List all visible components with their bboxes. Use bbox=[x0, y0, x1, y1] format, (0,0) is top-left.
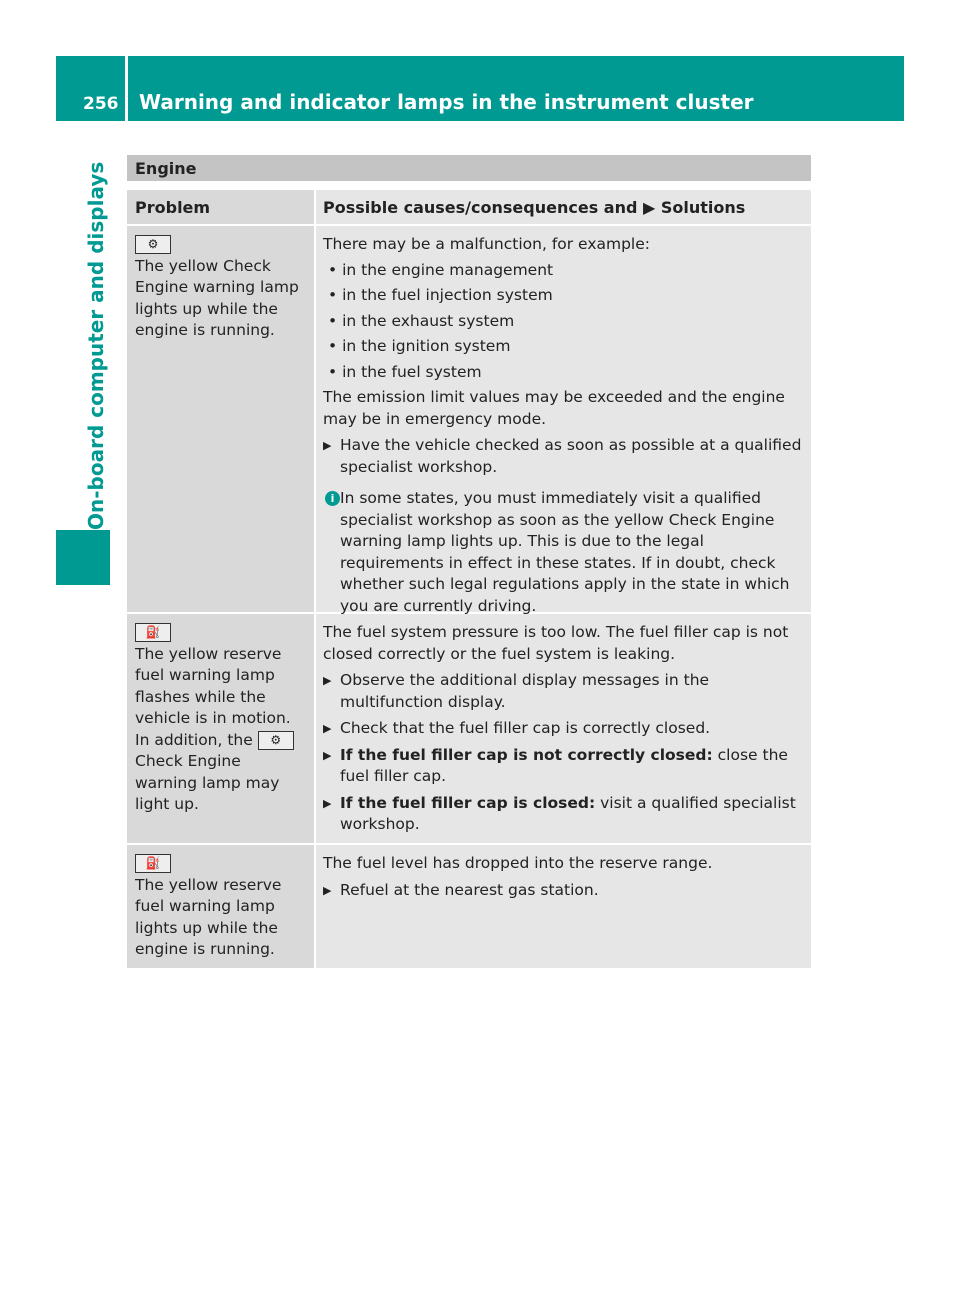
fuel-pump-icon: ⛽ bbox=[135, 854, 171, 873]
page-title: Warning and indicator lamps in the instrument cluster bbox=[128, 56, 904, 121]
side-tab-marker bbox=[56, 530, 110, 585]
cause-text: The fuel system pressure is too low. The fuel filler cap is not closed correctly or the fuel system is leaking. bbox=[323, 623, 789, 663]
table-header-row bbox=[127, 190, 811, 224]
problem-text: The yellow reserve fuel warning lamp lights up while the engine is running. bbox=[135, 875, 282, 958]
action-item: ▶ Have the vehicle checked as soon as possible at a qualified specialist workshop. bbox=[323, 435, 805, 478]
cause-text: The fuel level has dropped into the reserve range. bbox=[323, 854, 713, 872]
list-item: • in the fuel injection system bbox=[328, 286, 553, 304]
consequence-text: The emission limit values may be exceeded and the engine may be in emergency mode. bbox=[323, 388, 785, 428]
table-row bbox=[127, 614, 811, 843]
action-item: ▶ Refuel at the nearest gas station. bbox=[323, 880, 805, 902]
check-engine-icon: ⚙ bbox=[258, 731, 294, 750]
action-item: ▶ If the fuel filler cap is not correctly closed: close the fuel filler cap. bbox=[323, 745, 805, 788]
info-icon: i bbox=[325, 491, 340, 506]
page-number: 256 bbox=[56, 56, 125, 121]
side-tab-label: On-board computer and displays bbox=[84, 161, 108, 530]
table-row bbox=[127, 845, 811, 968]
check-engine-icon: ⚙ bbox=[135, 235, 171, 254]
list-item: • in the exhaust system bbox=[328, 311, 515, 330]
list-item: • in the ignition system bbox=[328, 337, 511, 355]
list-item: • in the engine management bbox=[328, 260, 554, 279]
fuel-pump-icon: ⛽ bbox=[135, 623, 171, 642]
action-item: ▶ Check that the fuel filler cap is correctly closed. bbox=[323, 718, 805, 740]
action-item: ▶ If the fuel filler cap is closed: visit a qualified specialist workshop. bbox=[323, 793, 805, 836]
list-item: • in the fuel system bbox=[328, 362, 482, 381]
col-header-text: Possible causes/consequences and bbox=[323, 198, 638, 217]
col-header-problem: Problem bbox=[127, 190, 314, 224]
section-heading: Engine bbox=[127, 155, 811, 181]
engine-table bbox=[127, 155, 811, 970]
info-note: i In some states, you must immediately visit a qualified specialist workshop as soon as the yellow Check Engine warning lamp lights up. This is due to the legal requirements in effect in these states. If in doubt, check whether such legal regulations apply in the state in which you are currently driving. bbox=[323, 488, 805, 617]
table-row bbox=[127, 226, 811, 615]
problem-text: The yellow Check Engine warning lamp lights up while the engine is running. bbox=[135, 256, 299, 339]
problem-text: The yellow reserve fuel warning lamp flashes while the vehicle is in motion. In addition, the ⚙ Check Engine warning lamp may light up. bbox=[135, 644, 306, 816]
action-item: ▶ Observe the additional display messages in the multifunction display. bbox=[323, 670, 805, 713]
cause-intro: There may be a malfunction, for example: bbox=[323, 235, 650, 253]
col-header-solutions: Possible causes/consequences and ▶ Solutions bbox=[316, 190, 811, 224]
col-header-text: Solutions bbox=[660, 198, 746, 217]
